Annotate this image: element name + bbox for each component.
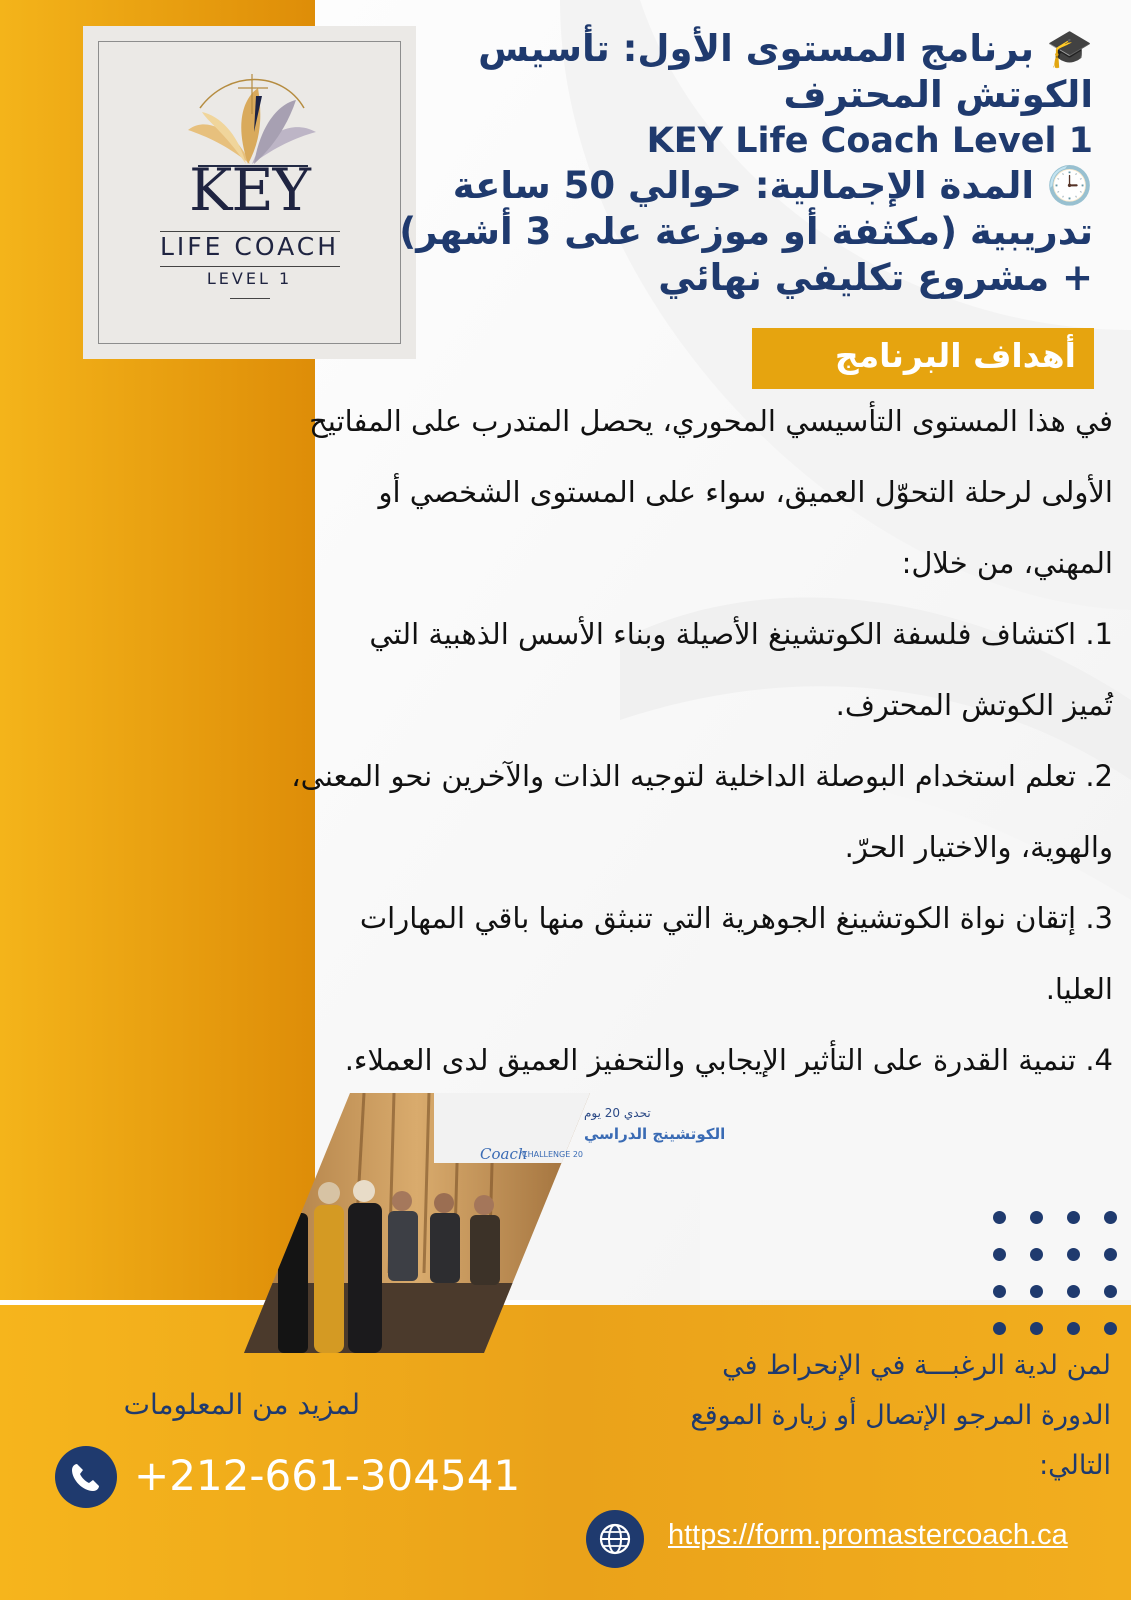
goals-line: العليا. [1045,972,1113,1006]
registration-link[interactable]: https://form.promastercoach.ca [668,1519,1068,1551]
dot [1030,1322,1043,1335]
dot [993,1248,1006,1261]
logo-divider [160,266,340,267]
goals-line: الأولى لرحلة التحوّل العميق، سواء على المستوى الشخصي أو [378,475,1113,509]
dot [1104,1285,1117,1298]
goals-line: المهني، من خلال: [901,546,1113,580]
logo-card [83,26,416,359]
duration-line-2: تدريبية (مكثفة أو موزعة على 3 أشهر) [399,210,1093,253]
goals-line: 4. تنمية القدرة على التأثير الإيجابي والتحفيز العميق لدى العملاء. [344,1043,1113,1077]
cta-line-1: لمن لدية الرغبـــة في الإنحراط في [722,1350,1111,1381]
cta-line-2: الدورة المرجو الإتصال أو زيارة الموقع [690,1400,1111,1431]
logo-line1: LIFE COACH [159,232,340,261]
logo-line2: LEVEL 1 [206,269,293,288]
goals-line: في هذا المستوى التأسيسي المحوري، يحصل المتدرب على المفاتيح [309,404,1113,438]
workshop-photo [244,1093,726,1353]
duration-line-3: + مشروع تكليفي نهائي [658,256,1093,299]
phone-icon[interactable] [55,1446,117,1508]
phone-number[interactable]: +212-661-304541 [134,1451,521,1500]
dot [993,1285,1006,1298]
dot [1030,1211,1043,1224]
dot [1030,1248,1043,1261]
logo-divider [230,298,270,299]
dot [1067,1211,1080,1224]
photo-banner-main: الكوتشينج الدراسي [584,1125,726,1143]
dot [1067,1322,1080,1335]
dot [1030,1285,1043,1298]
duration-line-1: 🕒 المدة الإجمالية: حوالي 50 ساعة [452,164,1093,207]
goals-heading-label: أهداف البرنامج [834,336,1076,375]
goals-line: تُميز الكوتش المحترف. [835,688,1113,722]
more-info-label: لمزيد من المعلومات [123,1388,360,1421]
globe-icon[interactable] [586,1510,644,1568]
goals-line: 1. اكتشاف فلسفة الكوتشينغ الأصيلة وبناء الأسس الذهبية التي [369,617,1113,651]
dot [1067,1285,1080,1298]
dot [1104,1211,1117,1224]
dot [1104,1248,1117,1261]
dot [1067,1248,1080,1261]
photo-banner-coach: Coach [480,1145,528,1163]
program-title-line-2: الكوتش المحترف [783,73,1093,116]
photo-banner-challenge: CHALLENGE 20 [522,1150,584,1159]
cta-line-3: التالي: [1039,1450,1111,1481]
dot [993,1211,1006,1224]
dot-grid [990,1208,1120,1338]
photo-banner-top: تحدي 20 يوم [584,1106,651,1120]
dot [993,1322,1006,1335]
program-title-line-3: KEY Life Coach Level 1 [646,121,1093,161]
goals-line: 2. تعلم استخدام البوصلة الداخلية لتوجيه الذات والآخرين نحو المعنى، [291,759,1113,793]
goals-line: 3. إتقان نواة الكوتشينغ الجوهرية التي تنبثق منها باقي المهارات [359,901,1113,935]
program-title-line-1: 🎓 برنامج المستوى الأول: تأسيس [478,27,1093,70]
goals-heading [752,328,1094,389]
dot [1104,1322,1117,1335]
goals-line: والهوية، والاختيار الحرّ. [844,830,1113,864]
logo-brand: KEY [189,156,310,224]
